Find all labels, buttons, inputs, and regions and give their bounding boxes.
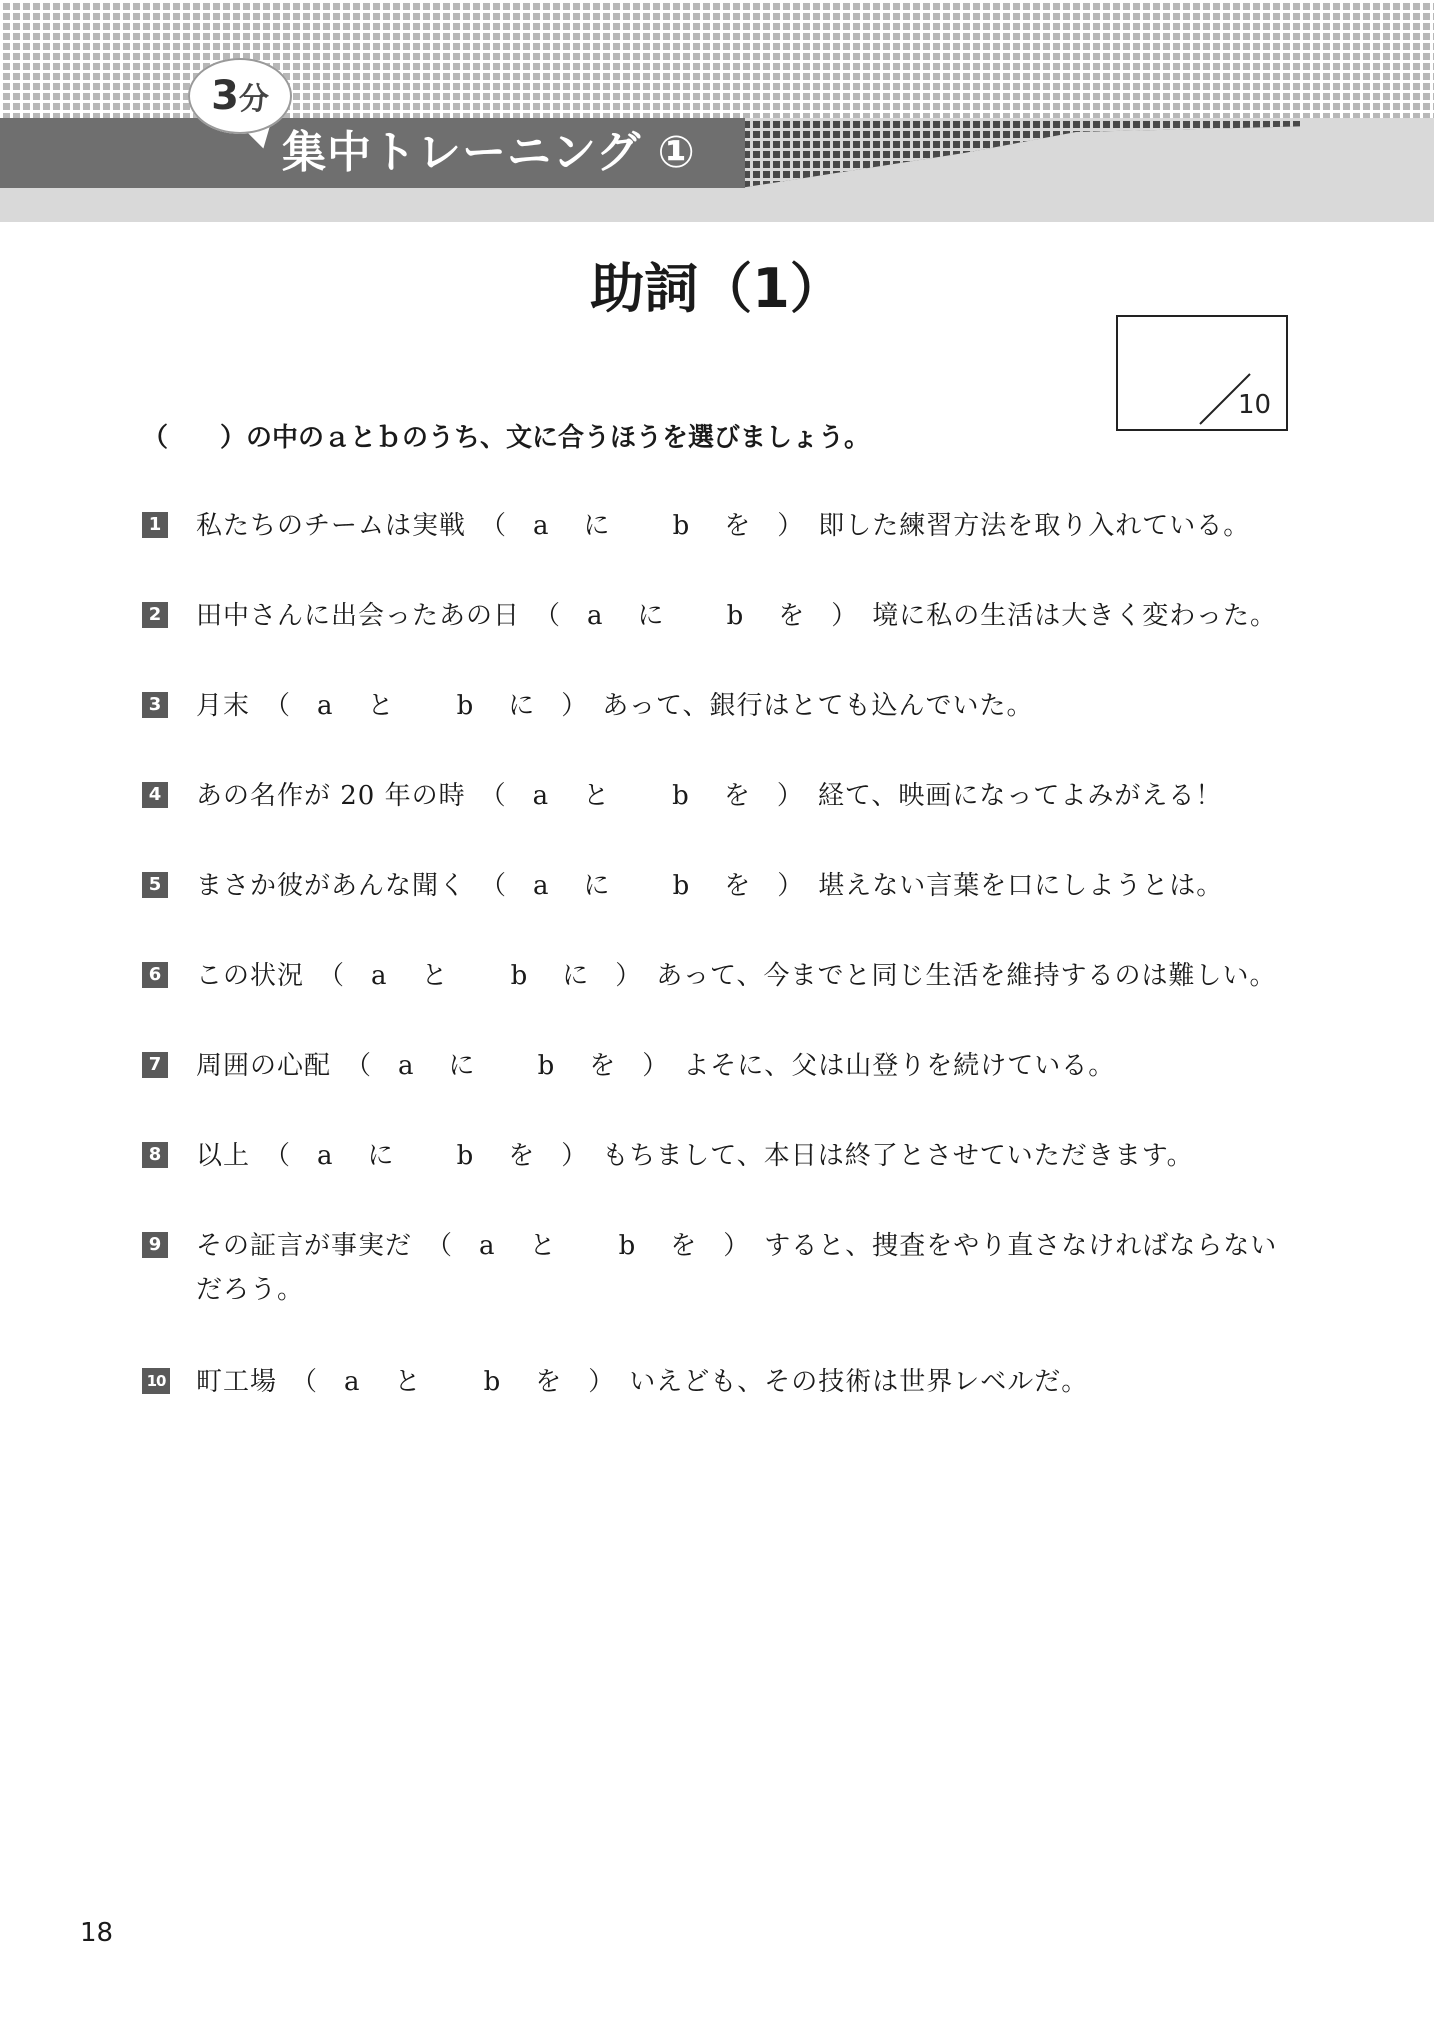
choice-b-value: を [723, 781, 751, 811]
choice-b-label: b [537, 1051, 556, 1081]
choice-b-value: を [535, 1367, 563, 1397]
question-text [196, 778, 1222, 814]
question-before: 以上 [196, 1141, 251, 1171]
question-number: 10 [142, 1368, 170, 1394]
open-paren: （ [534, 601, 562, 631]
instruction-text: （ ）の中のａとｂのうち、文に合うほうを選びましょう。 [142, 423, 871, 453]
question-before: あの名作が 20 年の時 [196, 781, 466, 811]
choice-b[interactable] [619, 1228, 698, 1264]
close-paren: ） [776, 781, 804, 811]
choice-a-value: に [637, 601, 665, 631]
open-paren: （ [318, 961, 346, 991]
choice-b[interactable] [673, 508, 752, 544]
question-after: すると、捜査をやり直さなければならない [764, 1231, 1278, 1261]
choice-a-value: と [367, 691, 395, 721]
close-paren: ） [777, 871, 805, 901]
choice-a-label: a [532, 781, 550, 811]
page-title: 助詞（1） [590, 257, 844, 320]
question-text [196, 1364, 1088, 1400]
choice-b-label: b [726, 601, 745, 631]
question-after: 境に私の生活は大きく変わった。 [872, 601, 1277, 631]
choice-b-value: を [778, 601, 806, 631]
choice-b-value: に [508, 691, 536, 721]
close-paren: ） [831, 601, 859, 631]
question-number: 7 [142, 1052, 168, 1078]
choice-a-label: a [479, 1231, 496, 1261]
question-number: 9 [142, 1232, 168, 1258]
question-number: 5 [142, 872, 168, 898]
choice-b-label: b [456, 1141, 475, 1171]
choice-a[interactable] [533, 508, 611, 544]
question-number: 4 [142, 782, 168, 808]
question-before: この状況 [196, 961, 305, 991]
question-after: もちまして、本日は終了とさせていただきます。 [602, 1141, 1194, 1171]
close-paren: ） [588, 1367, 616, 1397]
question-after: 堪えない言葉を口にしようとは。 [818, 871, 1224, 901]
close-paren: ） [642, 1051, 670, 1081]
question-text [196, 688, 1033, 724]
open-paren: （ [345, 1051, 373, 1081]
question-number: 3 [142, 692, 168, 718]
chapter-header [0, 0, 1434, 222]
choice-a-value: と [583, 781, 611, 811]
question-before: 月末 [196, 691, 251, 721]
choice-a-value: と [421, 961, 449, 991]
choice-b-label: b [510, 961, 529, 991]
choice-b[interactable] [457, 688, 536, 724]
choice-a[interactable] [344, 1364, 422, 1400]
open-paren: （ [426, 1231, 454, 1261]
choice-a[interactable] [533, 868, 611, 904]
choice-b-value: を [724, 871, 752, 901]
question-before: 田中さんに出会ったあの日 [196, 601, 521, 631]
choice-a-label: a [587, 601, 604, 631]
choice-b-value: に [562, 961, 590, 991]
question-number: 1 [142, 512, 168, 538]
question-text [196, 1048, 1115, 1084]
question-number: 2 [142, 602, 168, 628]
choice-a[interactable] [479, 1228, 557, 1264]
choice-b-label: b [672, 511, 691, 541]
header-title: 集中トレーニング ① [282, 127, 696, 178]
question-after: あって、銀行はとても込んでいた。 [602, 691, 1034, 721]
close-paren: ） [723, 1231, 751, 1261]
choice-b[interactable] [672, 778, 751, 814]
question-text [196, 958, 1276, 994]
choice-a-value: と [529, 1231, 557, 1261]
choice-a-label: a [371, 961, 388, 991]
open-paren: （ [479, 781, 507, 811]
choice-b[interactable] [538, 1048, 617, 1084]
question-text [196, 508, 1250, 544]
question-before: その証言が事実だ [196, 1231, 413, 1261]
choice-a-value: に [448, 1051, 476, 1081]
choice-b-value: を [589, 1051, 617, 1081]
close-paren: ） [777, 511, 805, 541]
question-continuation: だろう。 [196, 1275, 305, 1305]
question-after: よそに、父は山登りを続けている。 [683, 1051, 1116, 1081]
choice-b-value: を [670, 1231, 698, 1261]
choice-b[interactable] [484, 1364, 563, 1400]
choice-b-label: b [672, 871, 691, 901]
choice-a-label: a [317, 1141, 334, 1171]
choice-a-label: a [533, 511, 550, 541]
choice-b-value: を [724, 511, 752, 541]
choice-a-value: に [583, 871, 611, 901]
choice-a[interactable] [398, 1048, 476, 1084]
question-text [196, 868, 1223, 904]
choice-a[interactable] [317, 688, 395, 724]
open-paren: （ [480, 871, 508, 901]
open-paren: （ [264, 691, 292, 721]
time-badge-label [188, 58, 292, 134]
choice-a-label: a [398, 1051, 415, 1081]
page-number: 18 [80, 1918, 114, 1948]
choice-a[interactable] [371, 958, 449, 994]
choice-b-value: を [508, 1141, 536, 1171]
choice-a-value: と [394, 1367, 422, 1397]
question-number: 6 [142, 962, 168, 988]
time-badge-unit: 分 [238, 82, 269, 117]
choice-a[interactable] [533, 778, 611, 814]
close-paren: ） [615, 961, 643, 991]
choice-a[interactable] [587, 598, 665, 634]
choice-a-value: に [367, 1141, 395, 1171]
choice-a-label: a [533, 871, 550, 901]
close-paren: ） [561, 1141, 589, 1171]
choice-b-label: b [672, 781, 690, 811]
question-after: 即した練習方法を取り入れている。 [818, 511, 1251, 541]
question-number: 8 [142, 1142, 168, 1168]
score-total: 10 [1238, 390, 1272, 420]
question-text [196, 1138, 1194, 1174]
open-paren: （ [264, 1141, 292, 1171]
choice-a[interactable] [317, 1138, 395, 1174]
choice-b-label: b [618, 1231, 637, 1261]
question-text [196, 598, 1277, 634]
question-after: あって、今までと同じ生活を維持するのは難しい。 [656, 961, 1277, 991]
choice-a-value: に [583, 511, 611, 541]
close-paren: ） [561, 691, 589, 721]
question-before: まさか彼があんな聞く [196, 871, 467, 901]
question-before: 周囲の心配 [196, 1051, 332, 1081]
open-paren: （ [480, 511, 508, 541]
time-badge-number: 3 [211, 73, 239, 119]
question-before: 町工場 [196, 1367, 278, 1397]
choice-b[interactable] [511, 958, 590, 994]
choice-b[interactable] [673, 868, 752, 904]
choice-a-label: a [317, 691, 334, 721]
question-after: 経て、映画になってよみがえる！ [817, 781, 1223, 811]
question-after: いえども、その技術は世界レベルだ。 [629, 1367, 1089, 1397]
question-before: 私たちのチームは実戦 [196, 511, 467, 541]
choice-b-label: b [483, 1367, 502, 1397]
open-paren: （ [291, 1367, 319, 1397]
question-text [196, 1228, 1277, 1264]
choice-b[interactable] [727, 598, 806, 634]
choice-b-label: b [456, 691, 475, 721]
choice-a-label: a [344, 1367, 361, 1397]
choice-b[interactable] [457, 1138, 536, 1174]
